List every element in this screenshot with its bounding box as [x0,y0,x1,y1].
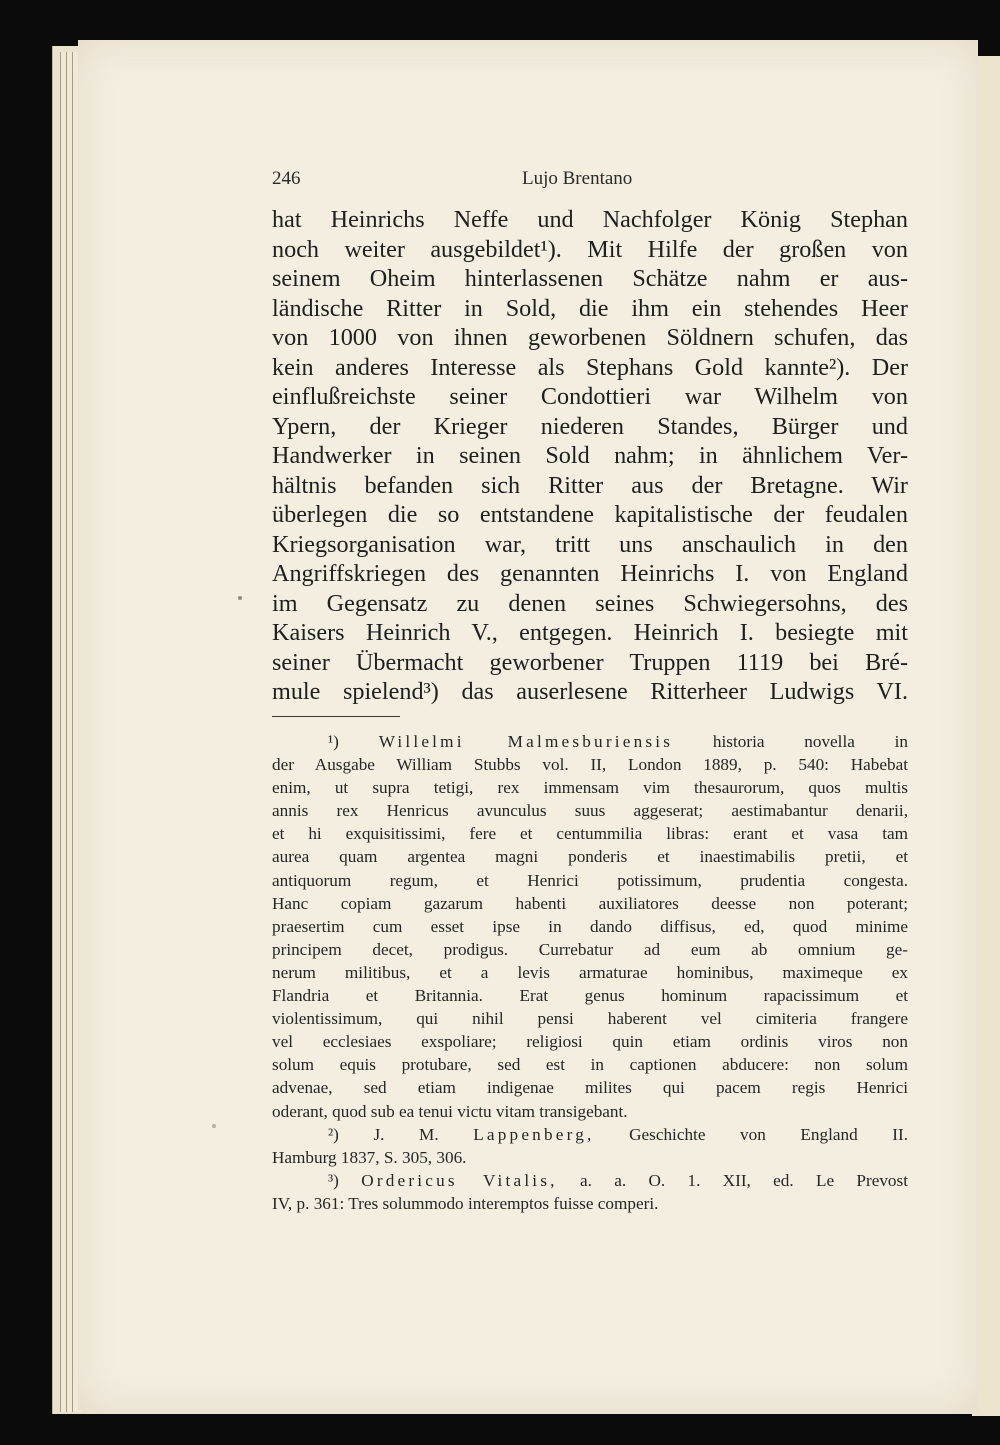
text-line: hat Heinrichs Neffe und Nachfolger König Stephan [272,206,908,233]
footnote-line: der Ausgabe William Stubbs vol. II, London 1889, p. 540: Habebat [272,755,908,775]
text-line: einflußreichste seiner Condottieri war Wilhelm von [272,383,908,410]
text-line: kein anderes Interesse als Stephans Gold kannte²). Der [272,353,908,381]
footnote-line: Hanc copiam gazarum habenti auxiliatores deesse non poterant; [272,893,908,913]
footnote-line: nerum militibus, et a levis armaturae hominibus, maximeque ex [272,962,908,982]
footnote-author-initials: J. M. [373,1124,439,1144]
footnote-divider [272,716,400,717]
footnote-2-first-line [272,1123,908,1146]
footnote-line: aurea quam argentea magni ponderis et inaestimabilis pretii, et [272,847,908,867]
footnote-marker: ²) [328,1124,339,1144]
footnote-line: IV, p. 361: Tres solummodo interemptos fuisse comperi. [272,1193,659,1213]
footnote-line: annis rex Henricus avunculus suus aggeserat; aestimabantur denarii, [272,801,908,821]
footnote-3-first-line [272,1169,908,1192]
text-line: seinem Oheim hinterlassenen Schätze nahm er aus- [272,265,908,292]
footnote-1-first-line [272,730,908,753]
footnote-author: Lappenberg, [473,1124,595,1144]
text-line: Angriffskriegen des genannten Heinrichs I. von England [272,560,908,587]
footnote-line: Hamburg 1837, S. 305, 306. [272,1147,467,1167]
footnote-text: a. a. O. 1. XII, ed. Le Prevost [579,1170,908,1190]
footnotes [272,730,908,1215]
footnote-text: Geschichte von England II. [629,1124,909,1144]
footnote-line: antiquorum regum, et Henrici potissimum, prudentia congesta. [272,870,908,890]
text-line: Kaisers Heinrich V., entgegen. Heinrich I. besiegte mit [272,619,908,646]
paper-speck [212,1124,216,1128]
footnote-line: principem decet, prodigus. Currebatur ad eum ab omnium ge- [272,939,908,959]
page-number: 246 [272,168,301,189]
text-line: von 1000 von ihnen geworbenen Söldnern schufen, das [272,324,908,351]
paper-speck [238,596,242,600]
text-line: ländische Ritter in Sold, die ihm ein stehendes Heer [272,294,908,322]
footnote-line: enim, ut supra tetigi, rex immensam vim thesaurorum, quos multis [272,778,908,798]
text-line: mule spielend³) das auserlesene Ritterheer Ludwigs VI. [272,678,908,705]
footnote-line: oderant, quod sub ea tenui victu vitam transigebant. [272,1101,628,1121]
footnote-line: solum equis protubare, sed est in captionen abducere: non solum [272,1055,908,1075]
footnote-marker: ¹) [328,732,339,751]
footnote-text: historia novella in [712,732,909,751]
footnote-line: Flandria et Britannia. Erat genus hominum rapacissimum et [272,986,908,1006]
text-line: hältnis befanden sich Ritter aus der Bretagne. Wir [272,471,908,499]
text-line: noch weiter ausgebildet¹). Mit Hilfe der großen von [272,235,908,263]
text-line: Handwerker in seinen Sold nahm; in ähnlichem Ver- [272,442,908,469]
text-line: Ypern, der Krieger niederen Standes, Bürger und [272,412,908,440]
footnote-author: Ordericus Vitalis, [361,1170,558,1190]
text-line: seiner Übermacht geworbener Truppen 1119 bei Bré- [272,648,908,676]
footnote-line: praesertim cum esset ipse in dando diffisus, ed, quod minime [272,916,908,936]
text-line: überlegen die so entstandene kapitalistische der feudalen [272,501,908,528]
footnote-marker: ³) [328,1170,339,1190]
main-text [272,205,908,707]
footnote-line: violentissimum, qui nihil pensi haberent vel cimiteria frangere [272,1009,908,1029]
text-line: Kriegsorganisation war, tritt uns anschaulich in den [272,530,908,558]
footnote-line: advenae, sed etiam indigenae milites qui pacem regis Henrici [272,1078,908,1098]
running-head: Lujo Brentano [522,168,633,189]
footnote-line: et hi exquisitissimi, fere et centummilia libras: erant et vasa tam [272,824,908,844]
footnote-line: vel ecclesiaes exspoliare; religiosi quin etiam ordinis viros non [272,1032,908,1052]
footnote-author: Willelmi Malmesburiensis [378,732,674,751]
text-line: im Gegensatz zu denen seines Schwiegersohns, des [272,589,908,617]
